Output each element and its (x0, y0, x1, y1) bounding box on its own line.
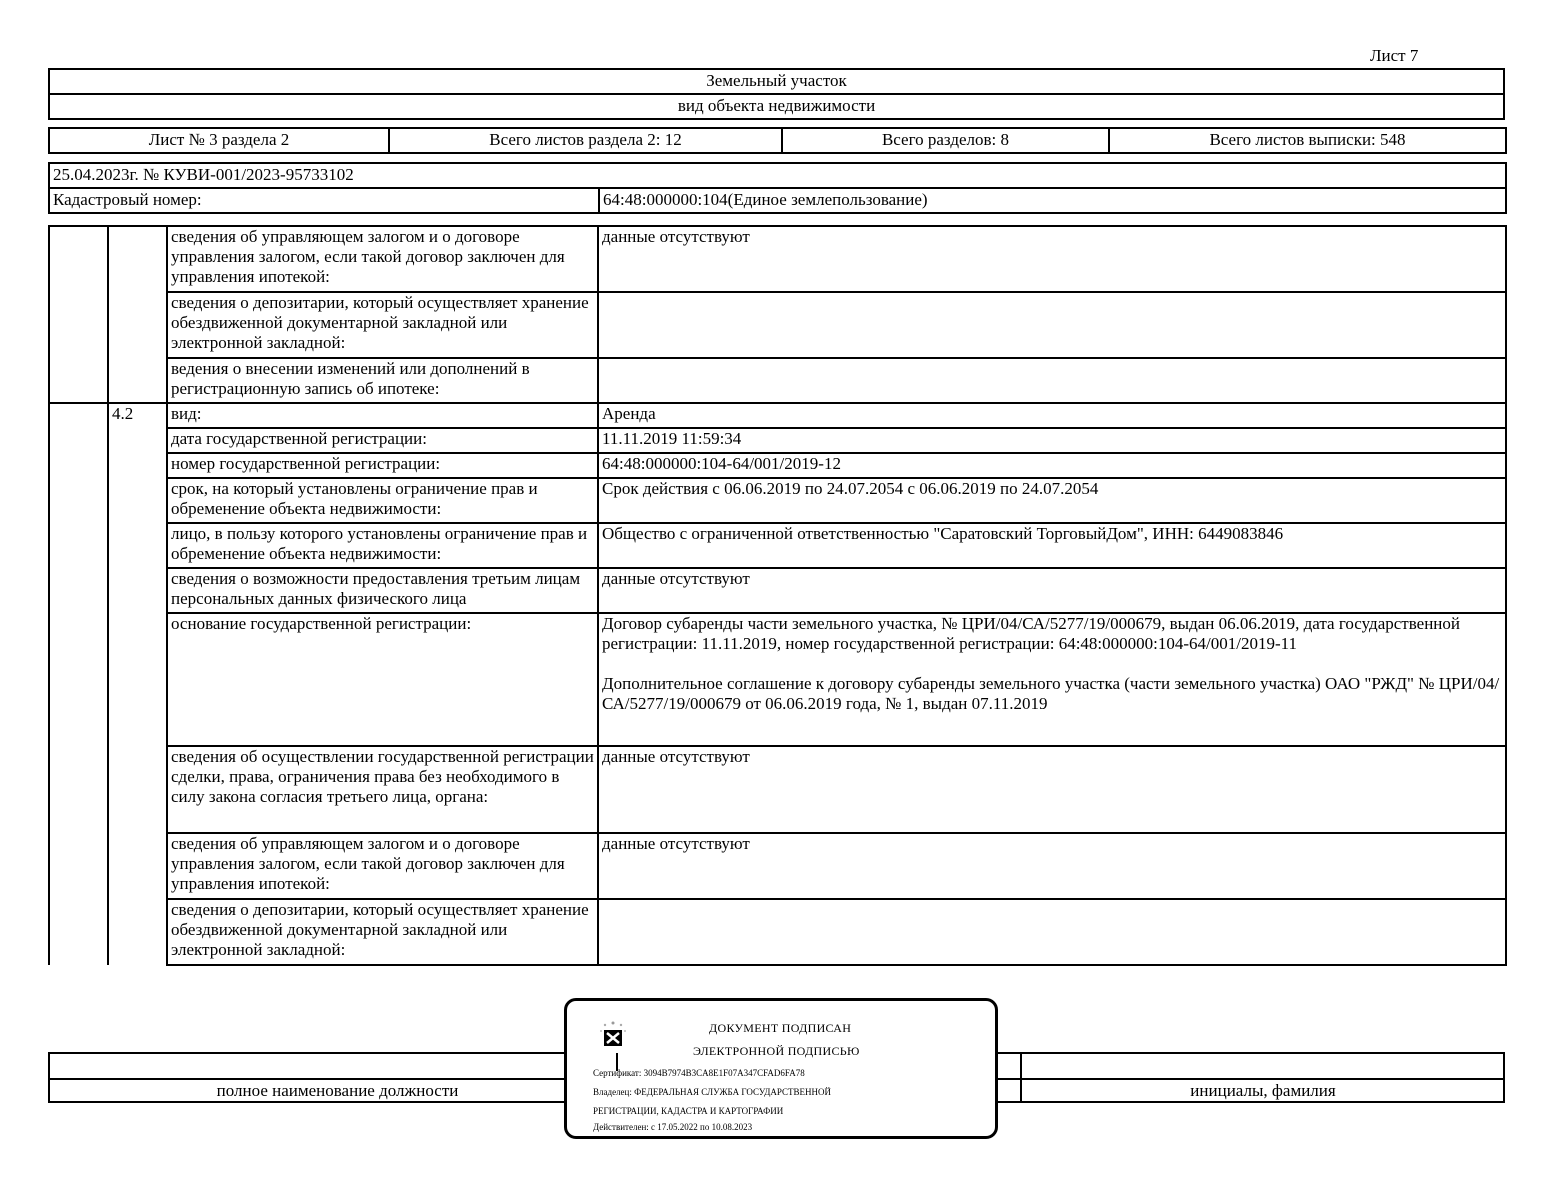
empty-cell (49, 358, 108, 403)
row-label: дата государственной регистрации: (167, 428, 598, 453)
stamp-certificate: Сертификат: 3094B7974B3CA8E1F07A347CFAD6FA78 (593, 1068, 805, 1078)
row-number (108, 292, 167, 358)
row-value (598, 613, 1506, 746)
emblem-icon (593, 1013, 633, 1053)
empty-cell (49, 403, 108, 428)
row-number (108, 746, 167, 833)
table-row (49, 746, 1506, 833)
total-sections: Всего разделов: 8 (782, 128, 1109, 153)
row-number (108, 226, 167, 292)
stamp-line1: ДОКУМЕНТ ПОДПИСАН (709, 1021, 852, 1035)
empty-cell (49, 899, 108, 965)
table-row (49, 523, 1506, 568)
row-label: сведения об управляющем залогом и о договоре управления залогом, если такой договор заключен для управления ипотекой: (167, 833, 598, 899)
empty-cell (49, 613, 108, 746)
row-label: вид: (167, 403, 598, 428)
cadastral-label: Кадастровый номер: (49, 188, 599, 213)
sheets-info-table (48, 127, 1507, 154)
empty-cell (49, 453, 108, 478)
row-number: 4.2 (108, 403, 167, 428)
electronic-signature-stamp (564, 998, 998, 1139)
row-value: 64:48:000000:104-64/001/2019-12 (598, 453, 1506, 478)
row-label: номер государственной регистрации: (167, 453, 598, 478)
row-label: сведения о возможности предоставления третьим лицам персональных данных физического лица (167, 568, 598, 613)
empty-cell (49, 746, 108, 833)
stamp-valid: Действителен: с 17.05.2022 по 10.08.2023 (593, 1122, 753, 1132)
row-value: данные отсутствуют (598, 833, 1506, 899)
empty-cell (49, 523, 108, 568)
table-row (49, 453, 1506, 478)
row-number (108, 453, 167, 478)
row-value: 11.11.2019 11:59:34 (598, 428, 1506, 453)
row-number (108, 428, 167, 453)
table-row (49, 899, 1506, 965)
stamp-owner-2: РЕГИСТРАЦИИ, КАДАСТРА И КАРТОГРАФИИ (593, 1106, 784, 1116)
object-subtitle: вид объекта недвижимости (50, 93, 1503, 118)
stamp-line2: ЭЛЕКТРОННОЙ ПОДПИСЬЮ (693, 1044, 860, 1058)
object-title: Земельный участок (706, 71, 847, 90)
table-row (49, 478, 1506, 523)
table-row (49, 403, 1506, 428)
row-value: данные отсутствуют (598, 226, 1506, 292)
registration-basis-2: Дополнительное соглашение к договору субаренды земельного участка (части земельного участка) ОАО "РЖД" № ЦРИ/04/СА/5277/19/000679 от 06.06.2019 года, № 1, выдан 07.11.2019 (602, 674, 1500, 713)
stamp-owner-1: Владелец: ФЕДЕРАЛЬНАЯ СЛУЖБА ГОСУДАРСТВЕННОЙ (593, 1087, 832, 1097)
empty-cell (49, 226, 108, 292)
row-number (108, 523, 167, 568)
registration-basis-1: Договор субаренды части земельного участка, № ЦРИ/04/СА/5277/19/000679, выдан 06.06.2019, дата государственной регистрации: 11.11.2019, номер государственной регистрации: 64:48:000000:104-64/001/2019-11 (602, 614, 1460, 653)
row-label: срок, на который установлены ограничение прав и обременение объекта недвижимости: (167, 478, 598, 523)
row-value (598, 292, 1506, 358)
date-number: 25.04.2023г. № КУВИ-001/2023-95733102 (49, 163, 1506, 188)
meta-table (48, 162, 1507, 214)
empty-cell (49, 478, 108, 523)
row-label: ведения о внесении изменений или дополнений в регистрационную запись об ипотеке: (167, 358, 598, 403)
row-number (108, 899, 167, 965)
table-row (49, 292, 1506, 358)
empty-cell (49, 292, 108, 358)
empty-cell (49, 428, 108, 453)
name-label: инициалы, фамилия (1190, 1081, 1336, 1100)
position-label: полное наименование должности (216, 1081, 459, 1100)
table-row (49, 833, 1506, 899)
total-extract-sheets: Всего листов выписки: 548 (1109, 128, 1506, 153)
row-label: сведения об осуществлении государственной регистрации сделки, права, ограничения права без необходимого в силу закона согласия третьего лица, органа: (167, 746, 598, 833)
row-value: Общество с ограниченной ответственностью "Саратовский ТорговыйДом", ИНН: 6449083846 (598, 523, 1506, 568)
row-label: основание государственной регистрации: (167, 613, 598, 746)
cadastral-value: 64:48:000000:104(Единое землепользование) (599, 188, 1506, 213)
row-number (108, 358, 167, 403)
row-value: Аренда (598, 403, 1506, 428)
table-row (49, 428, 1506, 453)
row-value: Срок действия с 06.06.2019 по 24.07.2054 с 06.06.2019 по 24.07.2054 (598, 478, 1506, 523)
empty-cell (49, 568, 108, 613)
row-value (598, 899, 1506, 965)
row-number (108, 478, 167, 523)
table-row (49, 358, 1506, 403)
object-header (48, 68, 1505, 120)
row-label: сведения об управляющем залогом и о договоре управления залогом, если такой договор заключен для управления ипотекой: (167, 226, 598, 292)
row-label: сведения о депозитарии, который осуществляет хранение обездвиженной документарной закладной или электронной закладной: (167, 899, 598, 965)
table-row (49, 613, 1506, 746)
row-label: лицо, в пользу которого установлены ограничение прав и обременение объекта недвижимости: (167, 523, 598, 568)
row-number (108, 568, 167, 613)
row-value (598, 358, 1506, 403)
empty-cell (49, 833, 108, 899)
sheet-of-section: Лист № 3 раздела 2 (49, 128, 389, 153)
table-row (49, 226, 1506, 292)
table-row (49, 568, 1506, 613)
row-number (108, 613, 167, 746)
sheet-number: Лист 7 (1370, 46, 1419, 65)
encumbrance-table (48, 225, 1507, 966)
row-number (108, 833, 167, 899)
row-value: данные отсутствуют (598, 568, 1506, 613)
total-section-sheets: Всего листов раздела 2: 12 (389, 128, 782, 153)
row-value: данные отсутствуют (598, 746, 1506, 833)
row-label: сведения о депозитарии, который осуществляет хранение обездвиженной документарной закладной или электронной закладной: (167, 292, 598, 358)
